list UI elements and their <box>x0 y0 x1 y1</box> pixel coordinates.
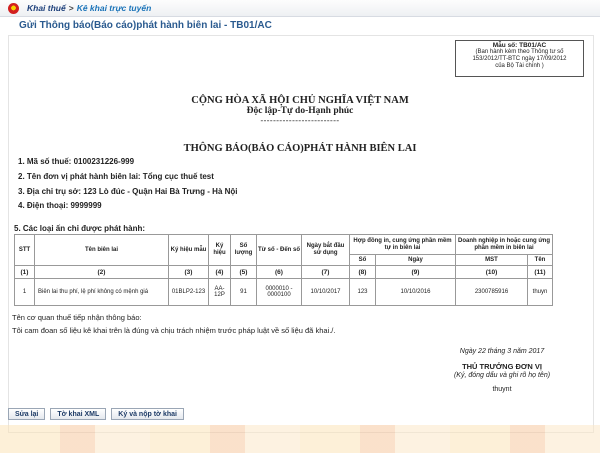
column-number: (8) <box>350 266 376 279</box>
form-code: Mẫu số: TB01/AC <box>492 42 547 49</box>
cell-name: Biên lai thu phí, lệ phí không có mệnh giá <box>35 279 169 306</box>
national-emblem-icon <box>8 3 19 14</box>
col-header-supplier-mst: MST <box>456 255 528 266</box>
signer-name: thuynt <box>492 386 512 393</box>
col-header-start-date: Ngày bắt đầu sử dụng <box>302 235 350 266</box>
cell-start-date: 10/10/2017 <box>302 279 350 306</box>
column-number: (10) <box>456 266 528 279</box>
column-number: (3) <box>169 266 209 279</box>
tax-code-field: 1. Mã số thuế: 0100231226-999 <box>18 157 135 166</box>
col-header-qty: Số lượng <box>231 235 257 266</box>
col-header-stt: STT <box>15 235 35 266</box>
edit-button[interactable]: Sửa lại <box>8 408 45 420</box>
receipt-table <box>14 234 553 306</box>
cell-series: AA-12P <box>209 279 231 306</box>
column-number: (1) <box>15 266 35 279</box>
breadcrumb-current-link[interactable]: Kê khai trực tuyến <box>76 3 152 13</box>
section-heading: 5. Các loại ấn chỉ được phát hành: <box>14 224 146 233</box>
signature-title: THỦ TRƯỞNG ĐƠN VỊ <box>462 362 542 371</box>
table-row <box>15 279 553 306</box>
cell-contract-no: 123 <box>350 279 376 306</box>
national-title: CỘNG HÒA XÃ HỘI CHỦ NGHĨA VIỆT NAM <box>191 95 409 106</box>
cell-mst: 2300785916 <box>456 279 528 306</box>
form-code-line2: 153/2012/TT-BTC ngày 17/09/2012 <box>472 56 567 62</box>
column-number: (7) <box>302 266 350 279</box>
column-number: (4) <box>209 266 231 279</box>
cell-stt: 1 <box>15 279 35 306</box>
column-number: (11) <box>528 266 553 279</box>
col-header-name: Tên biên lai <box>35 235 169 266</box>
col-header-symbol: Ký hiệu mẫu <box>169 235 209 266</box>
commitment-note: Tôi cam đoan số liệu kê khai trên là đúng và chịu trách nhiệm trước pháp luật về số liệu đã khai./. <box>12 326 336 335</box>
col-header-contract-no: Số <box>350 255 376 266</box>
xml-button[interactable]: Tờ khai XML <box>50 408 106 420</box>
form-code-line1: (Ban hành kèm theo Thông tư số <box>475 49 564 55</box>
signature-note: (Ký, đóng dấu và ghi rõ họ tên) <box>453 372 551 379</box>
form-code-box <box>455 40 584 77</box>
cell-supplier-name: thuyn <box>528 279 553 306</box>
background-pattern <box>0 425 600 453</box>
sign-submit-button[interactable]: Ký và nộp tờ khai <box>111 408 184 420</box>
cell-range: 0000010 - 0000100 <box>257 279 302 306</box>
unit-name-field: 2. Tên đơn vị phát hành biên lai: Tổng cục thuế test <box>18 172 214 181</box>
signature-date: Ngày 22 tháng 3 năm 2017 <box>459 348 545 355</box>
column-number: (9) <box>376 266 456 279</box>
page-title: Gửi Thông báo(Báo cáo)phát hành biên lai - TB01/AC <box>19 20 272 31</box>
col-header-contract-date: Ngày <box>376 255 456 266</box>
column-number-row <box>15 266 553 279</box>
column-number: (2) <box>35 266 169 279</box>
cell-contract-date: 10/10/2016 <box>376 279 456 306</box>
document-title: THÔNG BÁO(BÁO CÁO)PHÁT HÀNH BIÊN LAI <box>183 143 417 154</box>
column-number: (6) <box>257 266 302 279</box>
phone-field: 4. Điện thoại: 9999999 <box>18 201 102 210</box>
col-header-supplier: Doanh nghiệp in hoặc cung ứng phần mềm in biên lai <box>456 235 553 255</box>
breadcrumb <box>0 0 600 17</box>
col-header-range: Từ số - Đến số <box>257 235 302 266</box>
col-header-contract: Hợp đồng in, cung ứng phần mềm tự in biên lai <box>350 235 456 255</box>
breadcrumb-separator: > <box>68 3 74 13</box>
form-code-line3: của Bộ Tài chính ) <box>495 63 544 69</box>
col-header-series: Ký hiệu <box>209 235 231 266</box>
address-field: 3. Địa chỉ trụ sở: 123 Lò đúc - Quận Hai Bà Trưng - Hà Nội <box>18 187 238 196</box>
cell-symbol: 01BLP2-123 <box>169 279 209 306</box>
column-number: (5) <box>231 266 257 279</box>
motto-divider: ------------------------- <box>260 116 340 125</box>
receiver-note: Tên cơ quan thuế tiếp nhận thông báo: <box>12 313 142 322</box>
action-bar <box>8 408 184 420</box>
cell-qty: 91 <box>231 279 257 306</box>
col-header-supplier-name: Tên <box>528 255 553 266</box>
national-motto: Độc lập-Tự do-Hạnh phúc <box>246 106 354 116</box>
breadcrumb-home-link[interactable]: Khai thuế <box>27 3 66 13</box>
